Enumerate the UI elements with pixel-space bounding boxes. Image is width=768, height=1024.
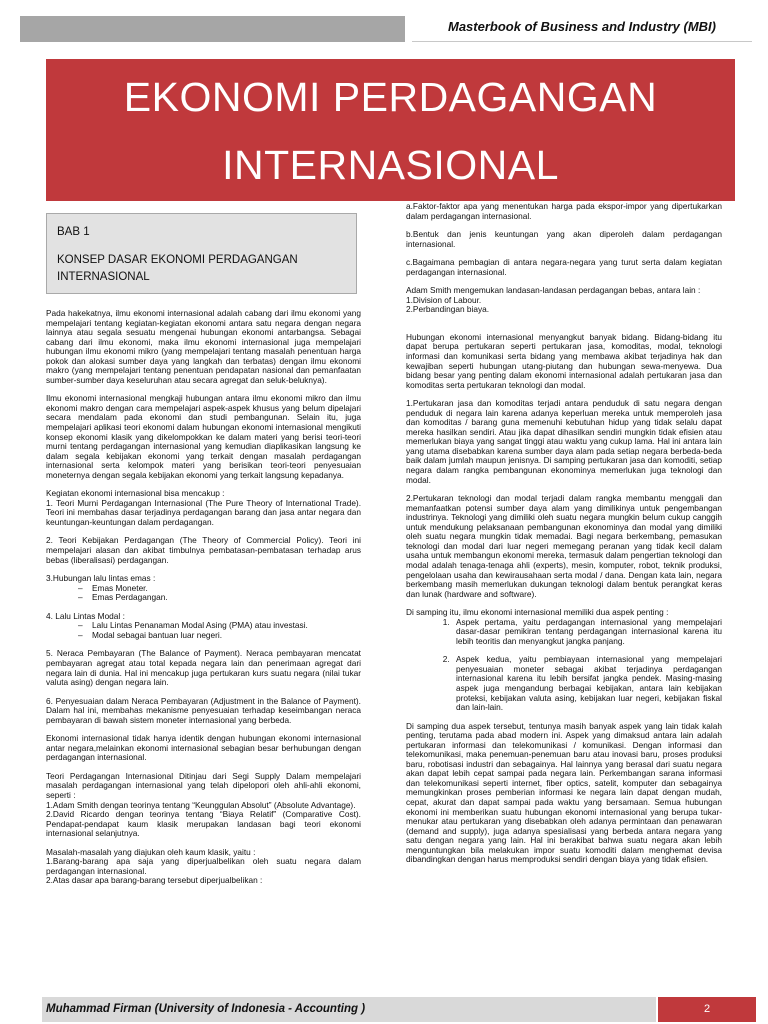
title-line-2: INTERNASIONAL <box>222 142 559 188</box>
capital-list <box>46 621 361 640</box>
paragraph: c.Bagaimana pembagian di antara negara-negara yang turut serta dalam kegiatan perdagangan internasional. <box>406 257 722 277</box>
scope-item-6: 6. Penyesuaian dalam Neraca Pembayaran (Adjustment in the Balance of Payment). Dalam hal ini, membahas mekanisme penyesuaian terhadap keseimbangan neraca pembayaran di bawah sistem moneter internasional yang berbeda. <box>46 695 361 725</box>
header-bar <box>0 16 754 42</box>
scope-item-5: 5. Neraca Pembayaran (The Balance of Payment). Neraca pembayaran mencatat pembayaran agregat atau total kepada negara lain dan penerimaan agregat dari negara lain di dunia. Hal ini mencakup juga pertukaran kurs suatu negara (nilai tukar valuta asing) dengan negara lain. <box>46 648 361 688</box>
scope-item-4: 4. Lalu Lintas Modal : <box>46 610 125 621</box>
gold-list <box>46 584 361 603</box>
paragraph: Teori Perdagangan Internasional Ditinjau dari Segi Supply Dalam mempelajari masalah perdagangan internasional yang telah dipelopori oleh ahli-ahli ekonomi, seperti : <box>46 770 361 800</box>
scope-item-3: 3.Hubungan lalu lintas emas : <box>46 573 156 584</box>
paragraph: Hubungan ekonomi internasional menyangkut banyak bidang. Bidang-bidang itu dapat berupa pertukaran seperti pertukaran jasa, komoditas, modal, teknologi informasi dan komunikasi serta bidang yang membawa akibat terjadinya hak dan kewajiban seperti hubungan utang-piutang dan hubungan sewa-menyewa. Dua bidang besar yang penting dalam ekonomi internasional adalah pertukaran jasa dan komoditas serta pertukaran teknologi dan modal. <box>406 331 722 390</box>
paragraph: 2.Atas dasar apa barang-barang tersebut diperjualbelikan : <box>46 875 263 886</box>
paragraph: Adam Smith mengemukan landasan-landasan perdagangan bebas, antara lain : <box>406 285 701 296</box>
aspect-list <box>406 618 722 713</box>
chapter-title: KONSEP DASAR EKONOMI PERDAGANGAN INTERNASIONAL <box>57 254 298 283</box>
title-banner <box>46 59 735 201</box>
scope-item-1: 1. Teori Murni Perdagangan Internasional (The Pure Theory of International Trade). Teori ini membahas dasar terjadinya perdagangan barang dan jasa antar negara dan keuntungan-keuntungan dalam perdagangan. <box>46 497 361 527</box>
footer-author: Muhammad Firman (University of Indonesia - Accounting ) <box>46 1003 366 1015</box>
list-item: 2.Perbandingan biaya. <box>406 304 490 315</box>
journal-title: Masterbook of Business and Industry (MBI) <box>412 19 752 42</box>
chapter-label: BAB 1 <box>57 226 90 238</box>
paragraph: 1.Pertukaran jasa dan komoditas terjadi antara penduduk di satu negara dengan penduduk di negara lain karena adanya keperluan mereka untuk memperoleh jasa dan komoditas / barang guna memenuhi kebutuhan hidup yang tidak selalu dapat mereka hasilkan sendiri. Atau jika dapat dihasilkan sendiri mungkin tidak efisien atau memerlukan biaya yang sangat tinggi atau waktu yang cukup lama. Hal ini antara lain yang utama disebabkan karena sumber daya alam pada setiap negara berbeda-beda baik dalam jumlah maupun jenisnya. Di samping pertukaran jasa dan komoditi, setiap negara dalam rangka pembangunan ekonominya memerlukan juga teknologi dan modal. <box>406 398 722 485</box>
paragraph: Di samping dua aspek tersebut, tentunya masih banyak aspek yang lain tidak kalah penting, terutama pada abad modern ini. Aspek yang dimaksud antara lain adalah pertukaran informasi dan telekomunikasi / komunikasi. Dengan informasi dan telekomunikasi, maka penemuan-penemuan baru atau inovasi baru, proses produksi baru, robotisasi industri dan sebagainya. Hal lainnya yang berasal dari suatu negara akan dapat lebih cepat sampai pada negara lain. Perkembangan sarana informasi dan telekomunikasi seperti internet, fiber optics, satelit, komputer dan sebagainya memungkinkan proses pemberian informasi ke negara lain dapat dengan mudah, cepat, akurat dan dapat sampai pada waktu yang bersamaan. Semua hubungan ekonomi ini memberikan suatu hubungan ekonomi internasional yang berupa tukar- menukar atau pertukaran yang disebabkan oleh adanya permintaan dan penawaran (demand and supply), juga adanya spesialisasi yang berbeda antara negara yang satu dengan negara yang lain. Hal ini berakibat bahwa suatu negara akan lebih menguntungkan bila melakukan impor suatu komoditi dalam menghemat devisa dibandingkan dengan harus memproduksi sendiri dengan biaya yang tidak efisien. <box>406 720 722 865</box>
page-number: 2 <box>658 997 756 1022</box>
paragraph: Di samping itu, ilmu ekonomi internasional memiliki dua aspek penting : <box>406 607 669 618</box>
list-item: 1. Aspek pertama, yaitu perdagangan internasional yang mempelajari dasar-dasar pemikiran tentang perdagangan internasional karena itu lebih teoritis dan menyangkut jangka panjang. <box>452 618 722 647</box>
paragraph: Masalah-masalah yang diajukan oleh kaum klasik, yaitu : <box>46 846 256 857</box>
paragraph: 1.Barang-barang apa saja yang diperjualbelikan oleh suatu negara dalam perdagangan internasional. <box>46 856 361 876</box>
list-item: – Modal sebagai bantuan luar negeri. <box>78 631 361 641</box>
paragraph: Ekonomi internasional tidak hanya identik dengan hubungan ekonomi internasional antar negara,melainkan ekonomi internasional sebagian besar berhubungan dengan perdagangan internasional. <box>46 733 361 763</box>
header-grey-stripe <box>20 16 405 42</box>
paragraph: b.Bentuk dan jenis keuntungan yang akan diperoleh dalam perdagangan internasional. <box>406 229 722 249</box>
paragraph: 1.Adam Smith dengan teorinya tentang “Keunggulan Absolut” (Absolute Advantage). <box>46 799 356 810</box>
paragraph: Pada hakekatnya, ilmu ekonomi internasional adalah cabang dari ilmu ekonomi yang mempelajari tentang kegiatan-kegiatan ekonomi antara satu negara dengan negara lainnya atau segala sesuatu mengenai hubungan ekonomi antarbangsa. Sebagai cabang dari ilmu ekonomi, maka ilmu ekonomi internasional juga mempelajari hubungan ilmu ekonomi mikro (yang mempelajari tentang masalah penentuan harga pokok dan alokasi sumber daya yang langkah dan terbatas) dengan ilmu ekonomi makro (yang mempelajari tentang penentuan pendapatan nasional dan pemanfaatan sumber-sumber daya keseluruhan atau secara agregat dan seluk-beluknya). <box>46 308 361 385</box>
right-column <box>406 202 722 874</box>
paragraph: Ilmu ekonomi internasional mengkaji hubungan antara ilmu ekonomi mikro dan ilmu ekonomi makro dengan cara mempelajari aspek-aspek khusus yang belum dipelajari secara mendalam pada ekonomi dan studi pembangunan. Selain itu, juga mempelajari aplikasi teori ekonomi dalam hubungan ekonomi internasional mengikuti konsep ekonomi klasik yang dikelompokkan ke dalam materi yang berisi teori-teori murni tentang perdagangan internasional yang kemudian diaplikasikan langsung ke dalam segala kebijakan ekonomi yang terkait dengan masalah perdagangan internasional serta kelompok materi yang berisikan teori-teori penyesuaian moneternya dengan segala kebijakan ekonomi yang terkait langsung kepadanya. <box>46 393 361 480</box>
list-item: 2. Aspek kedua, yaitu pembiayaan internasional yang mempelajari penyesuaian moneter sebagai akibat terjadinya perdagangan internasional karena itu lebih bersifat jangka pendek. Masing-masing aspek juga mengandung berbagai kebijakan, antara lain kebijakan proteksi, kebijakan valuta asing, kebijakan luar negeri, kebijakan fiskal dan lain-lain. <box>452 655 722 712</box>
footer-author-bar <box>42 997 656 1022</box>
footer <box>42 997 756 1024</box>
scope-intro: Kegiatan ekonomi internasional bisa mencakup : <box>46 488 225 499</box>
scope-item-2: 2. Teori Kebijakan Perdagangan (The Theory of Commercial Policy). Teori ini mempelajari alasan dan akibat timbulnya pembatasan-pembatasan terhadap arus bebas (liberalisasi) perdagangan. <box>46 535 361 565</box>
paragraph: 2.Pertukaran teknologi dan modal terjadi dalam rangka membantu menggali dan memanfaatkan potensi sumber daya alam yang dimilikinya untuk pengembangan industrinya. Teknologi yang dimiliki oleh suatu negara mungkin belum cukup canggih untuk mendukung pelaksanaan pembangunan ekonominya dan modal yang dimiliki oleh suatu negara mungkin tidak memadai. Bagi negara berkembang, pemasukan teknologi dan modal dari luar negeri memegang peranan yang tidak kecil dalam usaha untuk membangun ekonomi mereka, termasuk dalam pengertian teknologi dan modal adalah tenaga-tenaga ahli (experts), mesin, komputer, robot, teknik produksi, pengelolaan usaha dan kewirausahaan serta modal / dana. Dengan kata lain, negara berkembang masih memerlukan dukungan teknologi dalam bentuk perangkat keras dan lunak (hardware and software). <box>406 493 722 599</box>
chapter-box <box>46 213 357 294</box>
left-column <box>46 309 361 886</box>
paragraph: 2.David Ricardo dengan teorinya tentang “Biaya Relatif” (Comparative Cost). Pendapat-pendapat kaum klasik merupakan landasan bagi teori ekonomi internasional selanjutnya. <box>46 809 361 839</box>
list-item: 1.Division of Labour. <box>406 294 482 305</box>
paragraph: a.Faktor-faktor apa yang menentukan harga pada ekspor-impor yang dipertukarkan dalam perdagangan internasional. <box>406 201 722 221</box>
title-line-1: EKONOMI PERDAGANGAN <box>123 74 658 120</box>
list-item: – Emas Moneter. <box>78 584 361 594</box>
list-item: – Lalu Lintas Penanaman Modal Asing (PMA) atau investasi. <box>78 621 361 631</box>
list-item: – Emas Perdagangan. <box>78 593 361 603</box>
